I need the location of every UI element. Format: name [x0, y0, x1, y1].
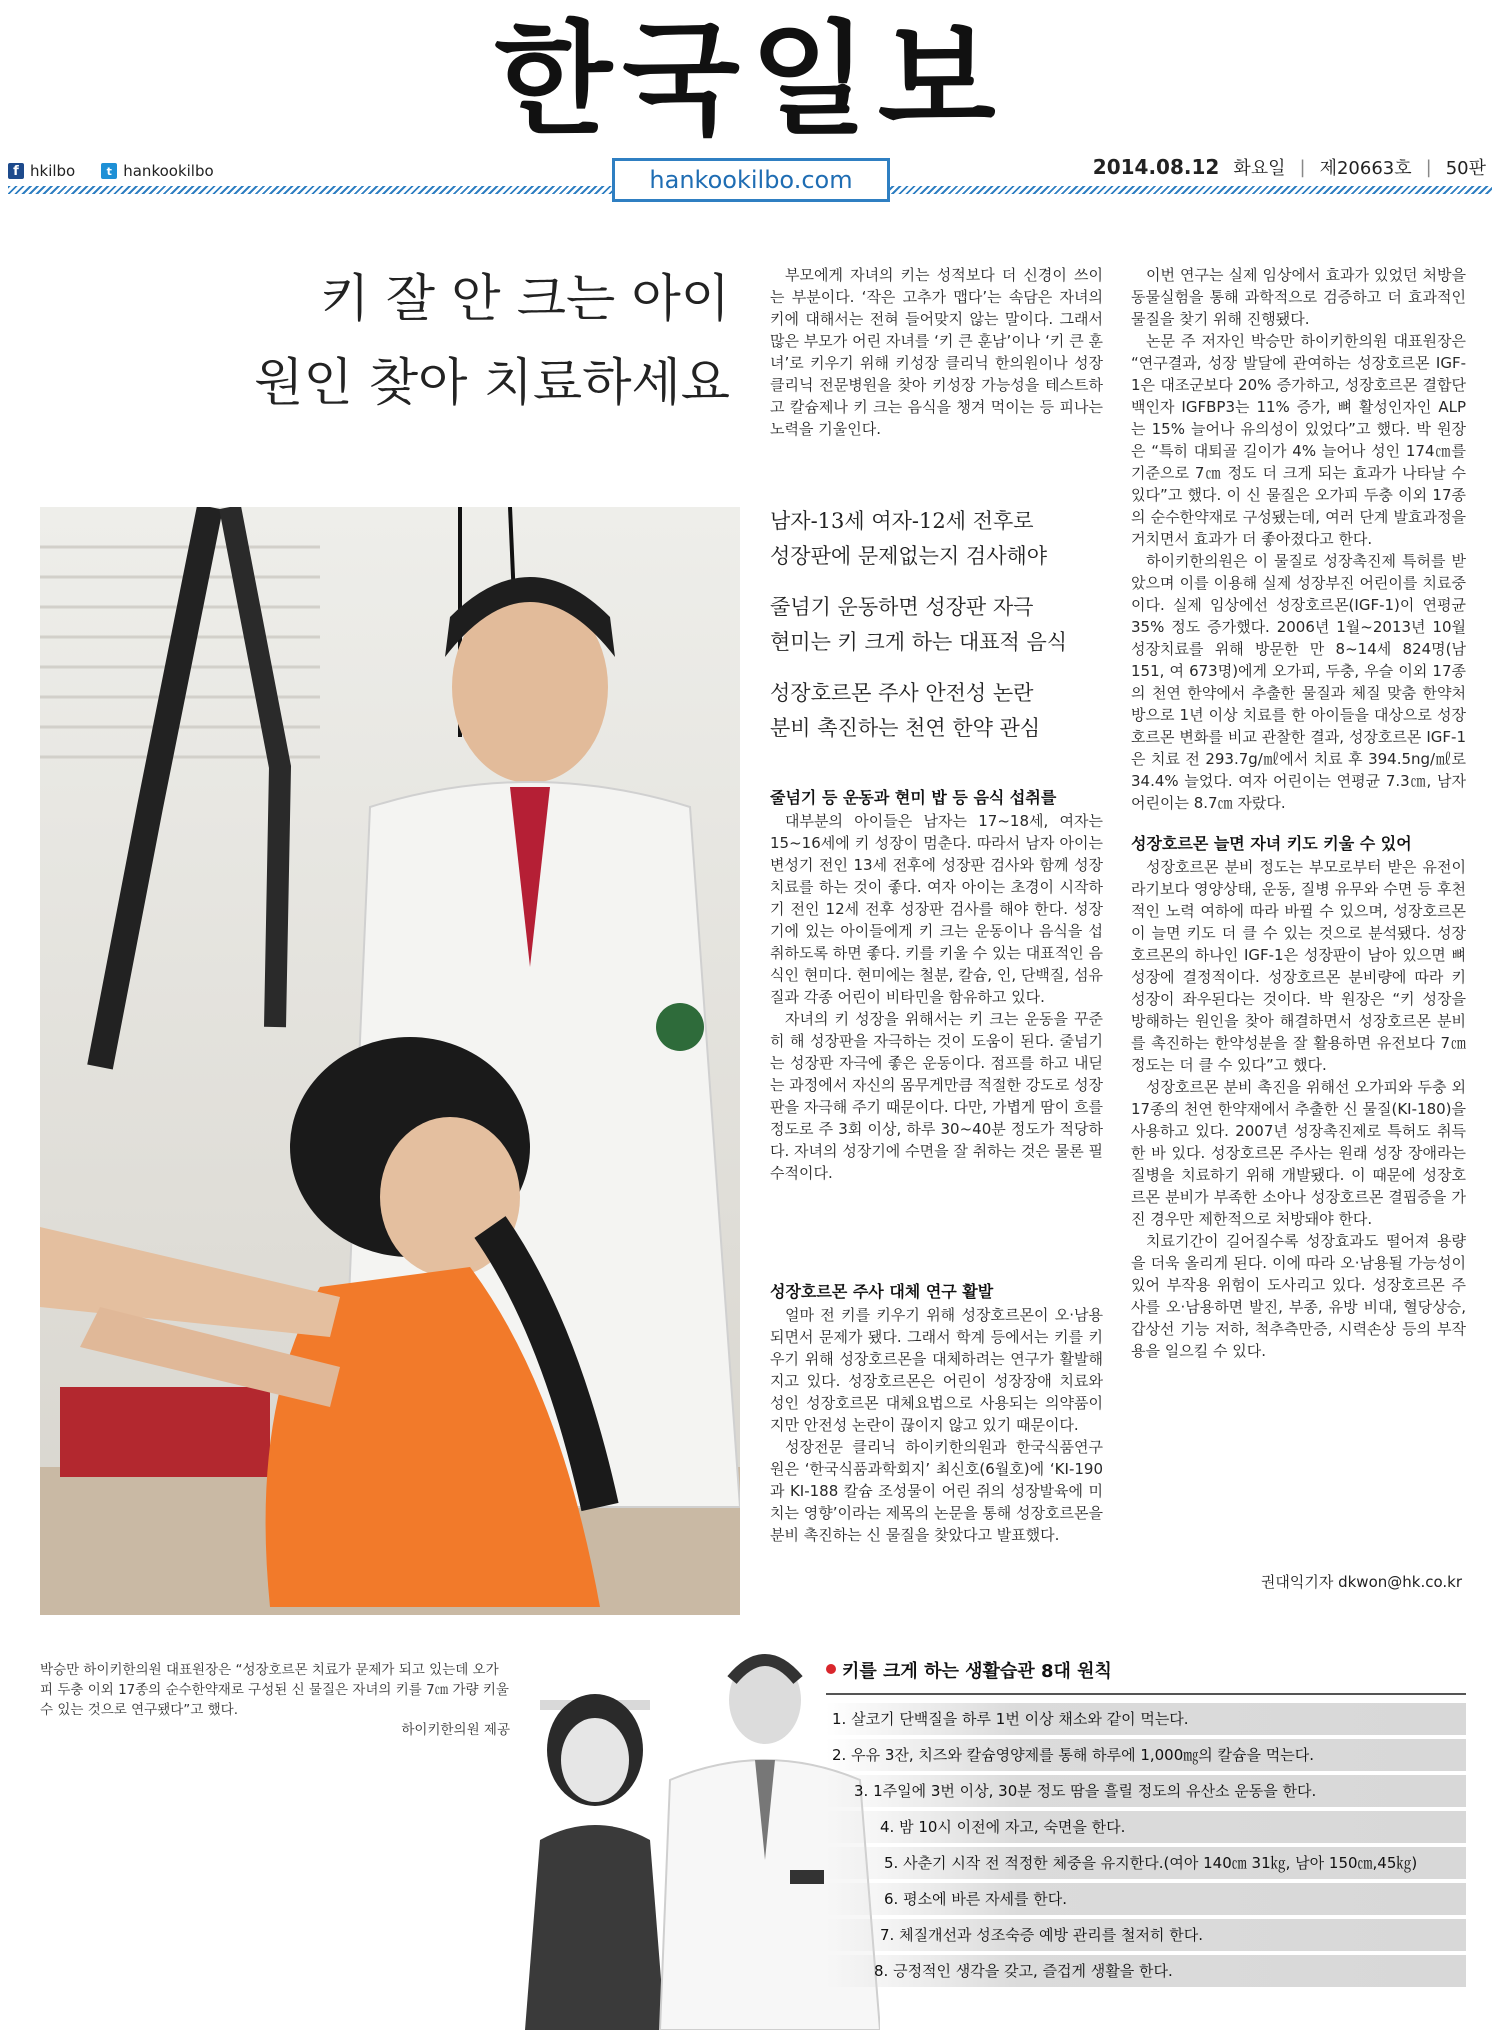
- byline[interactable]: 권대익기자 dkwon@hk.co.kr: [1260, 1573, 1462, 1591]
- issue-weekday: 화요일: [1233, 158, 1286, 179]
- habit-item: 6. 평소에 바른 자세를 한다.: [826, 1883, 1466, 1915]
- body-paragraph: 성장호르몬 분비 촉진을 위해선 오가피와 두충 외 17종의 천연 한약재에서 추출한 신 물질(KI-180)을 사용하고 있다. 2007년 성장촉진제로 특허도 취득한 바 있다. 성장호르몬 주사는 원래 성장 장애라는 질병을 치료하기 위해 개발됐다. 이 때문에 성장호르몬 분비가 부족한 소아나 성장호르몬 결핍증을 가진 경우만 제한적으로 처방돼야 한다.: [1131, 1078, 1466, 1228]
- social-links: [8, 162, 214, 180]
- subhead-line: 현미는 키 크게 하는 대표적 음식: [770, 630, 1068, 654]
- subhead-line: 분비 촉진하는 천연 한약 관심: [770, 716, 1041, 740]
- bullet-dot-icon: [826, 1664, 836, 1674]
- body-paragraph: 대부분의 아이들은 남자는 17~18세, 여자는 15~16세에 키 성장이 멈춘다. 따라서 남자 아이는 변성기 전인 13세 전후에 성장판 검사와 함께 성장치료를 하는 것이 좋다. 여자 아이는 초경이 시작하기 전인 12세 전후 성장판 검사를 해야 한다. 성장기에 있는 아이들에게 키 크는 운동이나 음식을 섭취하도록 하면 좋다. 키를 키울 수 있는 대표적인 음식인 현미다. 현미에는 철분, 칼슘, 인, 단백질, 섬유질과 각종 어린이 비타민을 함유하고 있다.: [770, 812, 1103, 1006]
- issue-edition: 50판: [1445, 158, 1486, 179]
- article-section-1: [770, 786, 1103, 1184]
- dateline-divider: |: [1299, 156, 1306, 178]
- body-paragraph: 하이키한의원은 이 물질로 성장촉진제 특허를 받았으며 이를 이용해 실제 성장부진 어린이를 치료중이다. 실제 임상에선 성장호르몬(IGF-1)이 연평균 35% 정도 증가했다. 2006년 1월~2013년 10월 성장치료를 위해 방문한 만 8~14세 824명(남 151, 여 673명)에게 오가피, 두충, 우슬 이외 17종의 천연 한약에서 추출한 물질과 체질 맞춤 한약처방으로 1년 이상 치료를 한 아이들을 대상으로 성장호르몬 변화를 비교 관찰한 결과, 성장호르몬 IGF-1은 치료 전 293.7g/㎖에서 치료 후 394.5ng/㎖로 34.4% 늘었다. 여자 어린이는 연평균 7.3㎝, 남자 어린이는 8.7㎝ 자랐다.: [1131, 552, 1466, 812]
- twitter-handle: hankookilbo: [123, 162, 214, 180]
- habits-divider: [826, 1693, 1466, 1695]
- subhead-line: 성장호르몬 주사 안전성 논란: [770, 681, 1034, 705]
- article-column-2: [1131, 264, 1466, 1362]
- body-paragraph: 자녀의 키 성장을 위해서는 키 크는 운동을 꾸준히 해 성장판을 자극하는 것이 도움이 된다. 줄넘기는 성장판 자극에 좋은 운동이다. 점프를 하고 내딛는 과정에서 자신의 몸무게만큼 적절한 강도로 성장판을 자극해 주기 때문이다. 다만, 가볍게 땀이 흐를 정도로 주 3회 이상, 하루 30~40분 정도가 적당하다. 자녀의 성장기에 수면을 잘 취하는 것은 물론 필수적이다.: [770, 1010, 1103, 1182]
- body-paragraph: 이번 연구는 실제 임상에서 효과가 있었던 처방을 동물실험을 통해 과학적으로 검증하고 더 효과적인 물질을 찾기 위해 진행됐다.: [1131, 266, 1466, 328]
- habits-title-text: 키를 크게 하는 생활습관 8대 원칙: [842, 1661, 1112, 1682]
- habit-item: 8. 긍정적인 생각을 갖고, 즐겁게 생활을 한다.: [826, 1955, 1466, 1987]
- dateline-divider: |: [1425, 156, 1432, 178]
- body-paragraph: 얼마 전 키를 키우기 위해 성장호르몬이 오·남용되면서 문제가 됐다. 그래서 학계 등에서는 키를 키우기 위해 성장호르몬을 대체하려는 연구가 활발해지고 있다. 성장호르몬은 어린이 성장장애 치료와 성인 성장호르몬 대체요법으로 사용되는 의약품이지만 안전성 논란이 끊이지 않고 있기 때문이다.: [770, 1306, 1103, 1434]
- main-photo: [40, 507, 740, 1615]
- article-section-2: [770, 1280, 1103, 1546]
- habits-title: [826, 1657, 1466, 1683]
- habit-item: 4. 밤 10시 이전에 자고, 숙면을 한다.: [826, 1811, 1466, 1843]
- facebook-link[interactable]: [8, 162, 75, 180]
- masthead-title: 한국일보: [494, 9, 1006, 151]
- subheads: [770, 504, 1103, 762]
- subhead: [770, 590, 1103, 660]
- subhead-line: 줄넘기 운동하면 성장판 자극: [770, 595, 1034, 619]
- section-title: 줄넘기 등 운동과 현미 밥 등 음식 섭취를: [770, 788, 1057, 807]
- twitter-link[interactable]: [101, 162, 213, 180]
- section-title: 성장호르몬 주사 대체 연구 활발: [770, 1282, 994, 1301]
- facebook-icon: f: [8, 163, 24, 179]
- habit-item: 5. 사춘기 시작 전 적정한 체중을 유지한다.(여아 140㎝ 31㎏, 남아 150㎝,45㎏): [826, 1847, 1466, 1879]
- twitter-icon: t: [101, 163, 117, 179]
- habit-item: 7. 체질개선과 성조숙증 예방 관리를 철저히 한다.: [826, 1919, 1466, 1951]
- facebook-handle: hkilbo: [30, 162, 76, 180]
- habit-item: 2. 우유 3잔, 치즈와 칼슘영양제를 통해 하루에 1,000㎎의 칼슘을 먹는다.: [826, 1739, 1466, 1771]
- headline-line-1: 키 잘 안 크는 아이: [320, 270, 730, 329]
- photo-credit: 하이키한의원 제공: [401, 1722, 510, 1738]
- body-paragraph: 성장호르몬 분비 정도는 부모로부터 받은 유전이라기보다 영양상태, 운동, 질병 유무와 수면 등 후천적인 노력 여하에 따라 바뀔 수 있으며, 성장호르몬이 늘면 키도 더 클 수 있는 것으로 분석됐다. 성장호르몬의 하나인 IGF-1은 성장판이 남아 있으면 뼈 성장에 결정적이다. 성장호르몬 분비량에 따라 키 성장이 좌우된다는 것이다. 박 원장은 “키 성장을 방해하는 원인을 찾아 해결하면서 성장호르몬 분비를 촉진하는 한약성분을 잘 활용하면 유전보다 7㎝ 정도는 더 클 수 있다”고 했다.: [1131, 858, 1466, 1074]
- headline: [170, 258, 730, 426]
- habit-item: 3. 1주일에 3번 이상, 30분 정도 땀을 흘릴 정도의 유산소 운동을 한다.: [826, 1775, 1466, 1807]
- subhead-line: 성장판에 문제없는지 검사해야: [770, 544, 1048, 568]
- habit-item: 1. 살코기 단백질을 하루 1번 이상 채소와 같이 먹는다.: [826, 1703, 1466, 1735]
- subhead: [770, 504, 1103, 574]
- issue-date: 2014.08.12: [1092, 155, 1220, 179]
- photo-caption: [40, 1660, 510, 1740]
- issue-number: 제20663호: [1319, 158, 1412, 179]
- headline-line-2: 원인 찾아 치료하세요: [254, 354, 730, 413]
- body-paragraph: 논문 주 저자인 박승만 하이키한의원 대표원장은 “연구결과, 성장 발달에 관여하는 성장호르몬 IGF-1은 대조군보다 20% 증가하고, 성장호르몬 결합단백인자 IGFBP3는 11% 증가, 뼈 활성인자인 ALP는 15% 늘어나 유의성이 있었다”고 했다. 박 원장은 “특히 대퇴골 길이가 4% 늘어나 성인 174㎝를 기준으로 7㎝ 정도 더 크게 되는 효과가 나타날 수 있다”고 했다. 이 신 물질은 오가피 두충 이외 17종의 순수한약재로 구성됐는데, 여러 단계 발효과정을 거치면서 효과가 더 좋아졌다고 한다.: [1131, 332, 1466, 548]
- body-paragraph: 치료기간이 길어질수록 성장효과도 떨어져 용량을 더욱 올리게 된다. 이에 따라 오·남용될 가능성이 있어 부작용 위험이 도사리고 있다. 성장호르몬 주사를 오·남용하면 발진, 부종, 유방 비대, 혈당상승, 갑상선 기능 저하, 척추측만증, 시력손상 등의 부작용을 일으킬 수 있다.: [1131, 1232, 1466, 1360]
- dateline: [1093, 154, 1486, 180]
- site-url-box[interactable]: hankookilbo.com: [612, 158, 890, 202]
- main-photo-illustration: [40, 507, 740, 1615]
- body-paragraph: 성장전문 클리닉 하이키한의원과 한국식품연구원은 ‘한국식품과학회지’ 최신호(6월호)에 ‘KI-190과 KI-188 칼슘 조성물이 어린 쥐의 성장발육에 미치는 영향’이라는 제목의 논문을 통해 성장호르몬을 분비 촉진하는 신 물질을 찾았다고 발표했다.: [770, 1438, 1103, 1544]
- caption-text: 박승만 하이키한의원 대표원장은 “성장호르몬 치료가 문제가 되고 있는데 오가피 두충 이외 17종의 순수한약재로 구성된 신 물질은 자녀의 키를 7㎝ 가량 키울 수 있는 것으로 연구됐다”고 했다.: [40, 1662, 509, 1718]
- height-habits-box: [826, 1657, 1466, 1991]
- section-title: 성장호르몬 늘면 자녀 키도 키울 수 있어: [1131, 834, 1412, 853]
- subhead: [770, 676, 1103, 746]
- lead-paragraph: 부모에게 자녀의 키는 성적보다 더 신경이 쓰이는 부분이다. ‘작은 고추가 맵다’는 속담은 자녀의 키에 대해서는 전혀 들어맞지 않는 말이다. 그래서 많은 부모가 어린 자녀를 ‘키 큰 훈남’이나 ‘키 큰 훈녀’로 키우기 위해 키성장 클리닉 한의원이나 성장클리닉 전문병원을 찾아 키성장 가능성을 테스트하고 칼슘제나 키 크는 음식을 챙겨 먹이는 등 피나는 노력을 기울인다.: [770, 266, 1103, 438]
- article-lead: [770, 264, 1103, 440]
- subhead-line: 남자-13세 여자-12세 전후로: [770, 509, 1034, 533]
